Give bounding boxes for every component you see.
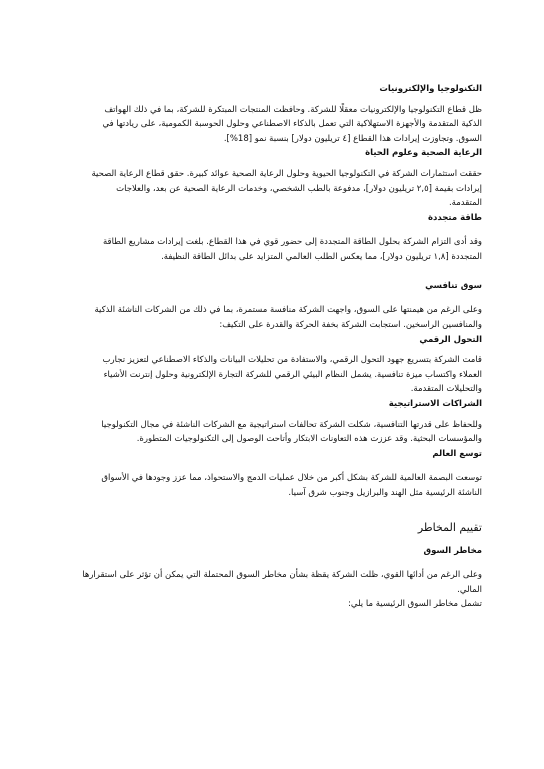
section-heading: سوق تنافسي [425, 280, 482, 291]
section-paragraph: توسعت البصمة العالمية للشركة بشكل أكبر من خلال عمليات الدمج والاستحواذ، مما عزز وجودها في الأسواق الناشئة الرئيسية مثل الهند والبرازيل وجنوب شرق آسيا. [101, 473, 482, 499]
section-heading: التكنولوجيا والإلكترونيات [379, 84, 482, 94]
section-paragraph: وقد أدى التزام الشركة بحلول الطاقة المتجددة إلى حضور قوي في هذا القطاع. بلغت إيرادات مشاريع الطاقة المتجددة [١,٨ تريليون دولار]، مما يعكس الطلب العالمي المتزايد على بدائل الطاقة النظيفة. [102, 237, 482, 263]
section-heading: التحول الرقمي [419, 334, 482, 345]
section-paragraph: وعلى الرغم من هيمنتها على السوق، واجهت الشركة منافسة مستمرة، بما في ذلك من الشركات الناشئة الذكية والمنافسين الراسخين. استجابت الشركة بخفة الحركة والقدرة على التكيف: [94, 305, 482, 330]
section-heading: الرعاية الصحية وعلوم الحياة [365, 148, 482, 159]
risk-list-intro: تشمل مخاطر السوق الرئيسية ما يلي: [348, 599, 482, 610]
risk-subheading: مخاطر السوق [423, 545, 482, 556]
section-paragraph: قامت الشركة بتسريع جهود التحول الرقمي، والاستفادة من تحليلات البيانات والذكاء الاصطناعي لتعزيز تجارب العملاء واكتساب ميزة تنافسية. يشمل النظام البيئي الرقمي للشركة التجارة الإلكترونية وحلول إنترنت الأشياء والتحليلات المتقدمة. [102, 355, 482, 395]
section-paragraph: ظل قطاع التكنولوجيا والإلكترونيات معقلًا للشركة. وحافظت المنتجات المبتكرة للشركة، بما في ذلك الهواتف الذكية المتقدمة والأجهزة الاستهلاكية التي تعمل بالذكاء الاصطناعي وحلول الحوسبة الكمومية، على ريادتها في السوق. وتجاوزت إيرادات هذا القطاع [٤ تريليون دولار] بنسبة نمو [18%]. [102, 104, 482, 144]
risk-title: تقييم المخاطر [417, 520, 482, 534]
section-paragraph: وللحفاظ على قدرتها التنافسية، شكلت الشركة تحالفات استراتيجية مع الشركات الناشئة في مجال التكنولوجيا والمؤسسات البحثية. وقد عززت هذه التعاونات الابتكار وأتاحت الوصول إلى التكنولوجيات المتطورة. [101, 419, 482, 445]
risk-paragraph: وعلى الرغم من أدائها القوي، ظلت الشركة يقظة بشأن مخاطر السوق المحتملة التي يمكن أن تؤثر على استقرارها المالي. [82, 570, 482, 595]
section-paragraph: حققت استثمارات الشركة في التكنولوجيا الحيوية وحلول الرعاية الصحية عوائد كبيرة. حقق قطاع الرعاية الصحية إيرادات بقيمة [٢,٥ تريليون دولار]، مدفوعة بالطب الشخصي، وخدمات الرعاية الصحية عن بعد، والعلاجات المتقدمة. [91, 169, 482, 209]
section-heading: الشراكات الاستراتيجية [388, 398, 482, 409]
section-heading: طاقة متجددة [427, 212, 482, 223]
section-heading: توسع العالم [432, 448, 482, 459]
document-page [82, 82, 482, 612]
